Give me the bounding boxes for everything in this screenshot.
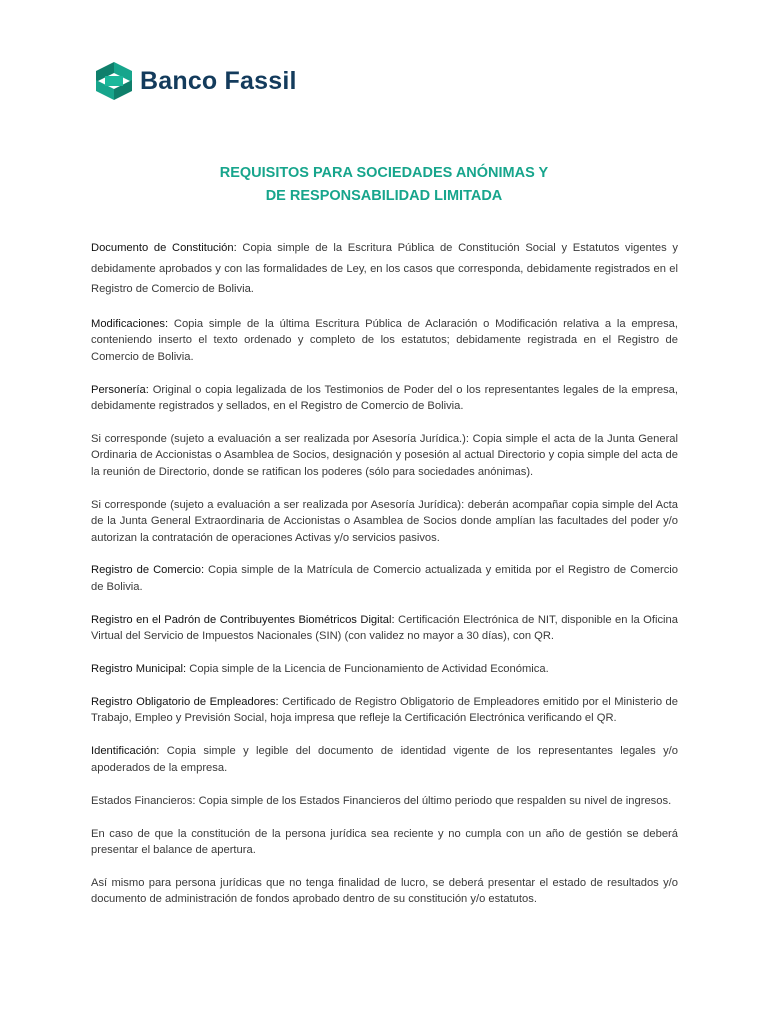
requirement-term: Personería:: [91, 383, 149, 396]
requirement-text: Si corresponde (sujeto a evaluación a ser realizada por Asesoría Jurídica.): Copia simple el acta de la Junta General Ordinaria de Accionistas o Asamblea de Socios, designación y posesión al actual Directorio y copia simple del acta de la reunión de Directorio, donde se ratifican los poderes (sólo para sociedades anónimas).: [91, 433, 678, 478]
requirement-term: Registro Obligatorio de Empleadores:: [91, 696, 279, 708]
requirement-paragraph: [91, 826, 678, 859]
title-line-2: DE RESPONSABILIDAD LIMITADA: [265, 188, 503, 204]
requirement-text: Certificación Electrónica de NIT, disponible en la Oficina Virtual del Servicio de Impuestos Nacionales (SIN) (con validez no mayor a 30 días), con QR.: [91, 613, 678, 643]
requirement-term: Identificación:: [91, 745, 160, 758]
requirement-text: Así mismo para persona jurídicas que no tenga finalidad de lucro, se deberá presentar el estado de resultados y/o documento de administración de fondos aprobado dentro de su constitución y/o estatutos.: [91, 876, 678, 906]
title-line-1: REQUISITOS PARA SOCIEDADES ANÓNIMAS Y: [219, 165, 549, 181]
requirement-paragraph: [91, 875, 678, 908]
requirement-paragraph: [91, 743, 678, 776]
requirement-text: Certificado de Registro Obligatorio de Empleadores emitido por el Ministerio de Trabajo, Empleo y Previsión Social, hoja impresa que refleje la Certificación Electrónica verificando el QR.: [91, 696, 678, 725]
requirement-paragraph: [91, 694, 678, 727]
requirement-text: Copia simple de la Licencia de Funcionamiento de Actividad Económica.: [186, 663, 549, 676]
requirement-paragraph: [91, 431, 678, 480]
requirement-term: Registro en el Padrón de Contribuyentes Biométricos Digital:: [91, 613, 395, 626]
requirement-text: Original o copia legalizada de los Testimonios de Poder del o los representantes legales de la empresa, debidamente registrados y sellados, en el Registro de Comercio de Bolivia.: [91, 383, 678, 413]
requirement-paragraph: [91, 793, 678, 809]
requirement-text: Copia simple y legible del documento de identidad vigente de los representantes legales y/o apoderados de la empresa.: [91, 745, 678, 774]
requirement-paragraph: [91, 238, 678, 300]
requirement-paragraph: [91, 316, 678, 365]
requirement-term: Documento de Constitución:: [91, 242, 237, 254]
requirement-text: Copia simple de la Escritura Pública de Constitución Social y Estatutos vigentes y debidamente aprobados y con las formalidades de Ley, en los casos que corresponda, debidamente registrados en el Registro de Comercio de Bolivia.: [91, 242, 678, 295]
bank-logo-icon: [96, 62, 132, 100]
requirement-text: Estados Financieros: Copia simple de los Estados Financieros del último periodo que respalden su nivel de ingresos.: [91, 794, 672, 807]
requirement-paragraph: [91, 661, 678, 677]
requirement-text: En caso de que la constitución de la persona jurídica sea reciente y no cumpla con un año de gestión se deberá presentar el balance de apertura.: [91, 827, 678, 856]
requirement-paragraph: [91, 562, 678, 595]
requirements-list: [91, 238, 678, 924]
requirement-paragraph: [91, 497, 678, 546]
requirement-text: Copia simple de la Matrícula de Comercio actualizada y emitida por el Registro de Comercio de Bolivia.: [91, 564, 679, 593]
requirement-paragraph: [91, 382, 678, 415]
requirement-text: Si corresponde (sujeto a evaluación a ser realizada por Asesoría Jurídica): deberán acompañar copia simple del Acta de la Junta General Extraordinaria de Accionistas o Asamblea de Socios donde amplían las facultades del poder y/o autorizan la contratación de operaciones Activas y/o servicios pasivos.: [91, 498, 678, 544]
document-title: [0, 162, 768, 208]
requirement-text: Copia simple de la última Escritura Pública de Aclaración o Modificación relativa a la empresa, conteniendo inserto el texto ordenado y completo de los estatutos; debidamente registrada en el Registro de Comercio de Bolivia.: [91, 318, 678, 363]
bank-logo: [96, 62, 297, 100]
requirement-term: Registro de Comercio:: [91, 564, 205, 577]
bank-name: Banco Fassil: [140, 66, 297, 95]
requirement-term: Modificaciones:: [91, 318, 169, 330]
requirement-term: Registro Municipal:: [91, 663, 187, 676]
requirement-paragraph: [91, 612, 678, 645]
